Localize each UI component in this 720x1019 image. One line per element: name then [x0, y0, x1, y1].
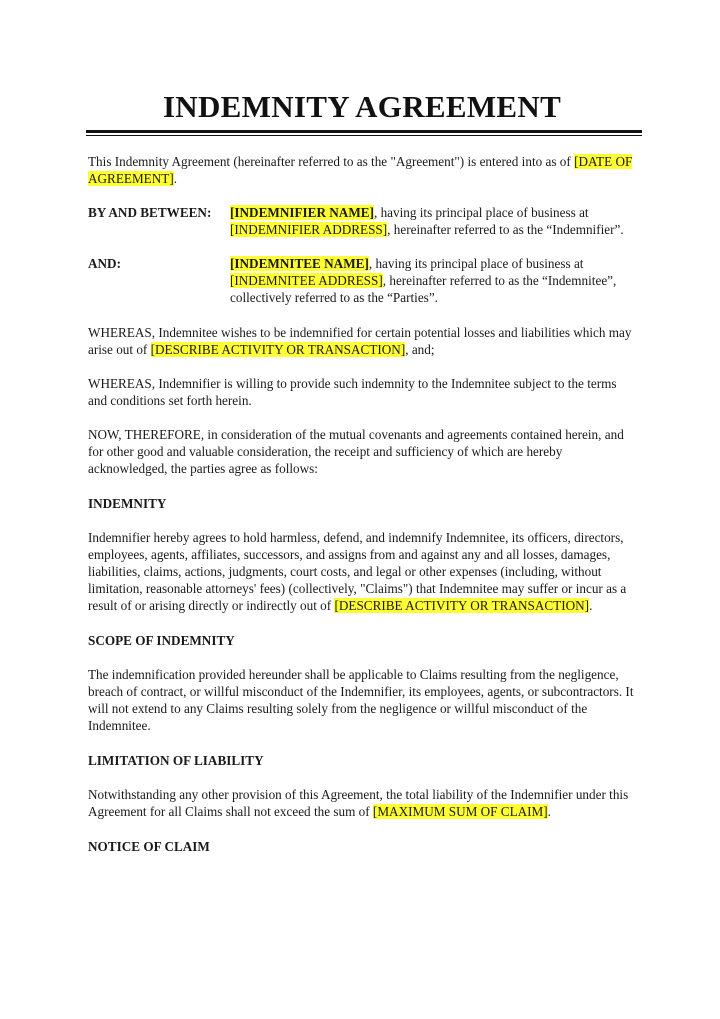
- section-heading-notice: NOTICE OF CLAIM: [88, 839, 210, 854]
- intro-end: .: [173, 171, 178, 186]
- party-text-2: , hereinafter referred to as the “Indemnitee”, collectively referred to as the “Parties”.: [230, 273, 617, 305]
- intro-text: This Indemnity Agreement (hereinafter referred to as the "Agreement") is entered into as of: [88, 154, 575, 169]
- party-indemnifier: [88, 204, 636, 238]
- section-heading-limitation: LIMITATION OF LIABILITY: [88, 753, 264, 768]
- party-text: [230, 255, 636, 306]
- party-text: [230, 204, 636, 238]
- limitation-end: .: [547, 804, 551, 819]
- scope-paragraph: The indemnification provided hereunder shall be applicable to Claims resulting from the negligence, breach of contract, or willful misconduct of the Indemnifier, its employees, agents, or subcontractors. It will not extend to any Claims resulting solely from the negligence or willful misconduct of the Indemnitee.: [88, 667, 634, 733]
- party-label: BY AND BETWEEN:: [88, 205, 212, 220]
- indemnifier-address-field: [INDEMNIFIER ADDRESS]: [230, 222, 388, 237]
- section-heading-indemnity: INDEMNITY: [88, 496, 167, 511]
- indemnifier-name-field: [INDEMNIFIER NAME]: [230, 205, 374, 220]
- maximum-sum-field: [MAXIMUM SUM OF CLAIM]: [372, 804, 548, 819]
- title-double-rule: [86, 130, 642, 136]
- party-indemnitee: [88, 255, 636, 306]
- whereas-paragraph-1: [88, 324, 636, 358]
- party-label: AND:: [88, 256, 121, 271]
- limitation-paragraph: [88, 786, 636, 820]
- activity-field: [DESCRIBE ACTIVITY OR TRANSACTION]: [150, 342, 406, 357]
- now-therefore-paragraph: NOW, THEREFORE, in consideration of the mutual covenants and agreements contained herein, and for other good and valuable consideration, the receipt and sufficiency of which are hereby acknowledged, the parties agree as follows:: [88, 427, 624, 476]
- activity-field: [DESCRIBE ACTIVITY OR TRANSACTION]: [334, 598, 590, 613]
- intro-paragraph: [88, 153, 636, 187]
- whereas-end: , and;: [405, 342, 435, 357]
- document-title: INDEMNITY AGREEMENT: [162, 89, 562, 124]
- indemnitee-address-field: [INDEMNITEE ADDRESS]: [230, 273, 383, 288]
- section-heading-scope: SCOPE OF INDEMNITY: [88, 633, 235, 648]
- whereas-paragraph-2: WHEREAS, Indemnifier is willing to provide such indemnity to the Indemnitee subject to the terms and conditions set forth herein.: [88, 376, 617, 408]
- indemnitee-name-field: [INDEMNITEE NAME]: [230, 256, 369, 271]
- document-page: [88, 88, 636, 855]
- limitation-text: Notwithstanding any other provision of this Agreement, the total liability of the Indemnifier under this Agreement for all Claims shall not exceed the sum of: [88, 787, 629, 819]
- party-text-1: , having its principal place of business at: [368, 256, 584, 271]
- date-field: [DATE OF AGREEMENT]: [88, 154, 633, 186]
- party-text-1: , having its principal place of business at: [373, 205, 589, 220]
- indemnity-text: Indemnifier hereby agrees to hold harmless, defend, and indemnify Indemnitee, its officers, directors, employees, agents, affiliates, successors, and assigns from and against any and all losses, damages, liabilities, claims, actions, judgments, court costs, and legal or other expenses (including, without limitation, reasonable attorneys' fees) (collectively, "Claims") that Indemnitee may suffer or incur as a result of or arising directly or indirectly out of: [88, 530, 627, 613]
- indemnity-end: .: [589, 598, 593, 613]
- party-text-2: , hereinafter referred to as the “Indemnifier”.: [387, 222, 624, 237]
- indemnity-paragraph: [88, 529, 636, 614]
- whereas-text: WHEREAS, Indemnitee wishes to be indemnified for certain potential losses and liabilities which may arise out of: [88, 325, 632, 357]
